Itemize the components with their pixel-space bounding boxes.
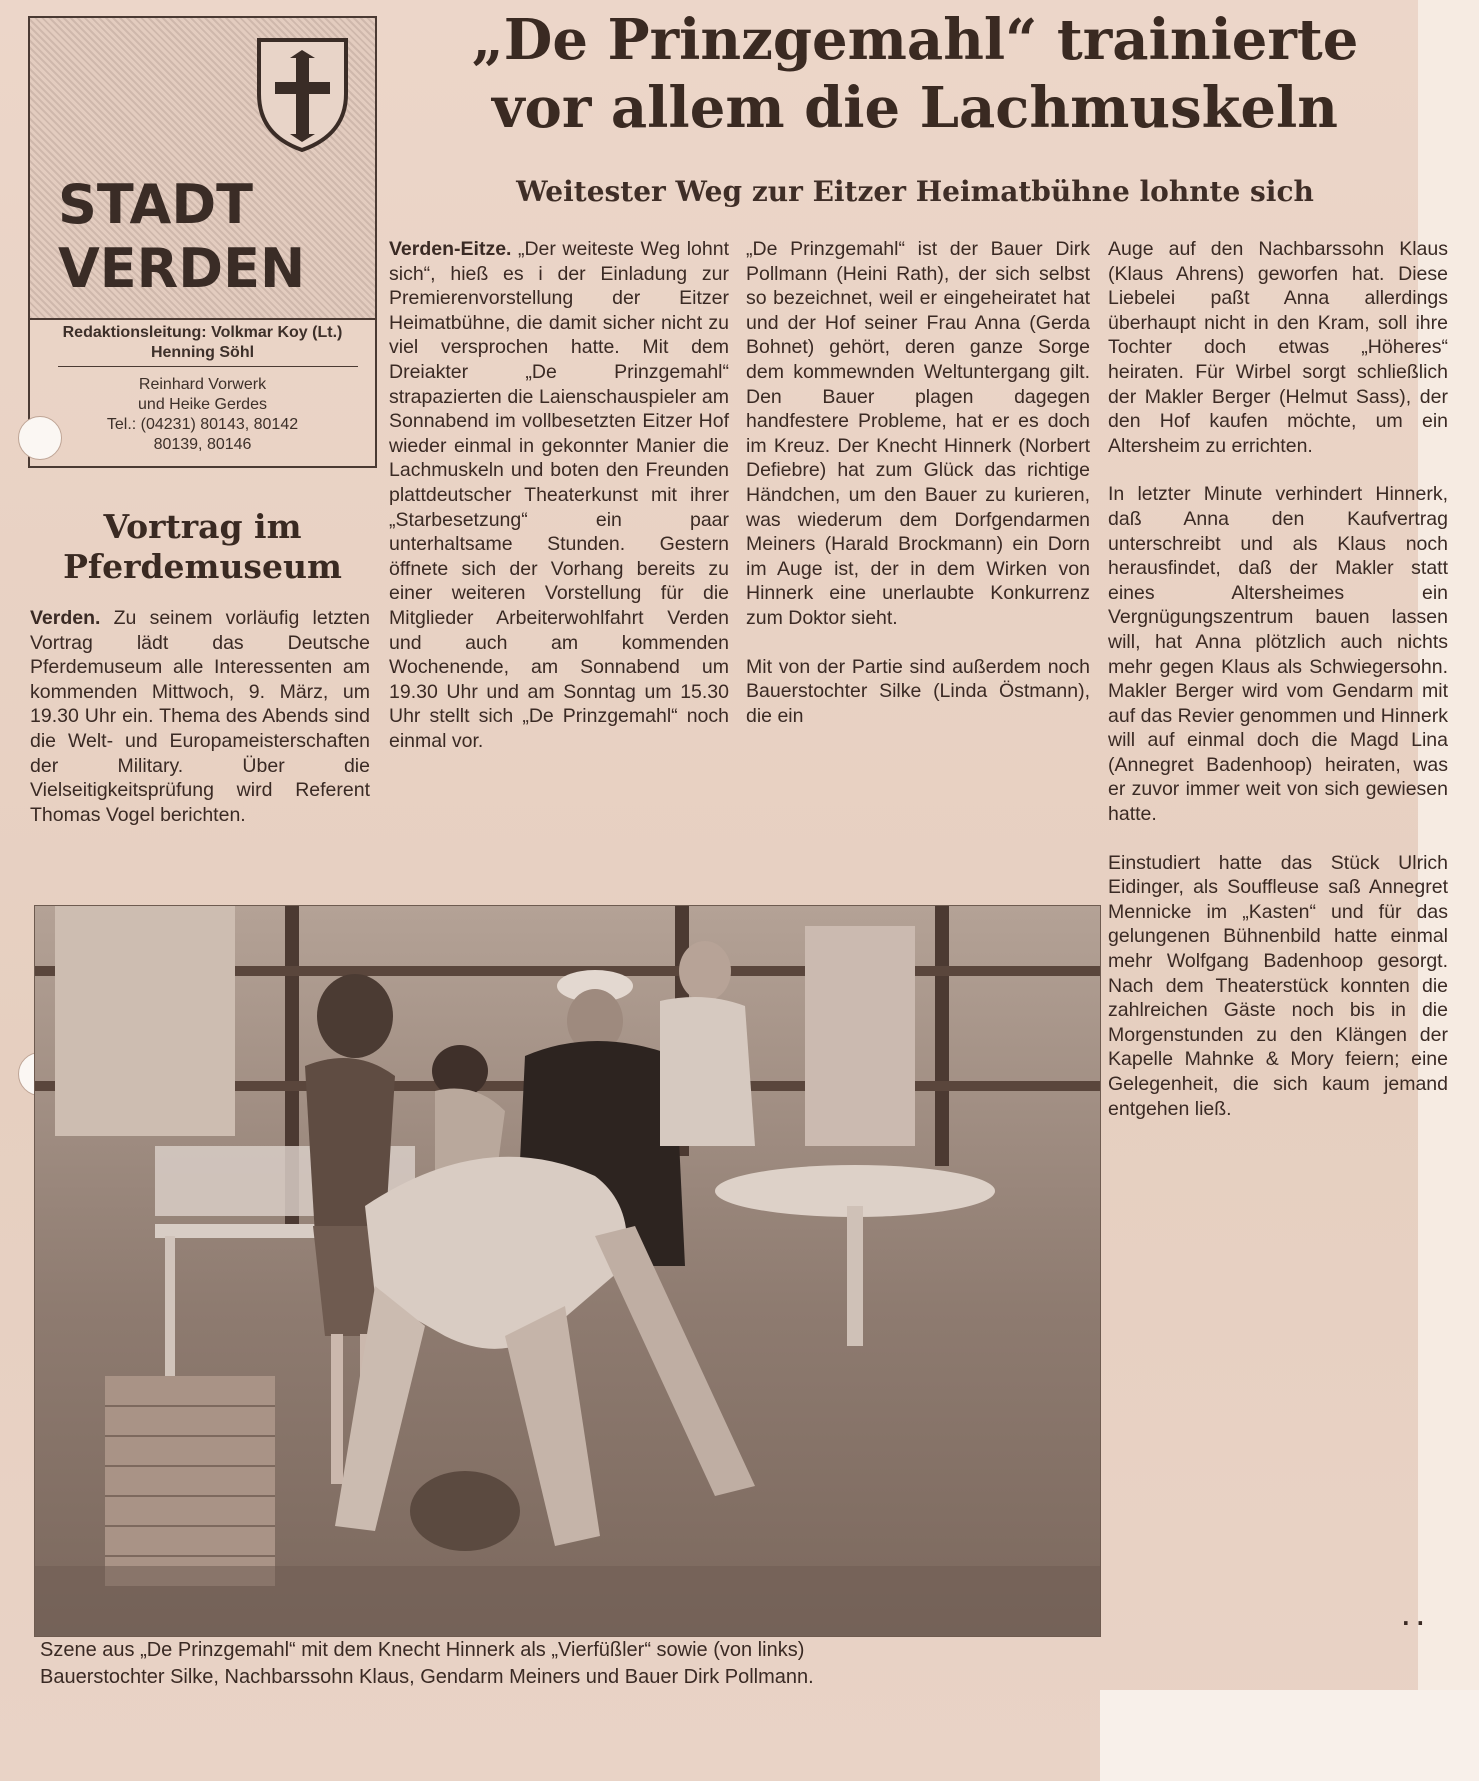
photo-drawing: [35, 906, 1100, 1636]
masthead-title-line1: STADT: [58, 173, 253, 236]
phone-line-2: 80139, 80146: [153, 436, 252, 453]
masthead-header: [30, 18, 375, 320]
theater-scene-photo: [34, 905, 1101, 1637]
masthead-divider: [58, 366, 358, 367]
side-article-lead: Verden.: [30, 607, 101, 629]
masthead-title-line2: VERDEN: [58, 237, 306, 300]
subheadline: Weitester Weg zur Eitzer Heimatbühne lohnte sich: [516, 175, 1314, 208]
staff-line-2: und Heike Gerdes: [138, 396, 267, 413]
article-column-3: [1108, 237, 1448, 1145]
punch-hole: [18, 416, 62, 460]
article-column-2: [746, 237, 1090, 752]
coat-of-arms-icon: [255, 36, 350, 154]
end-mark-icon: · ·: [1402, 1611, 1425, 1635]
headline: [400, 6, 1430, 142]
article-column-2-paragraph-2: Mit von der Partie sind außerdem noch Bauerstochter Silke (Linda Östmann), die ein: [746, 655, 1090, 727]
side-article-body: [30, 606, 370, 851]
photo-caption: [40, 1637, 1100, 1691]
editor-line: Redaktionsleitung: Volkmar Koy (Lt.): [62, 324, 343, 341]
masthead-contact: [30, 323, 375, 455]
headline-line1: „De Prinzgemahl“ trainierte: [471, 7, 1359, 73]
article-column-1: [389, 237, 729, 777]
photo-caption-line1: Szene aus „De Prinzgemahl“ mit dem Knecht Hinnerk als „Vierfüßler“ sowie (von links): [40, 1639, 805, 1661]
article-column-1-text: „Der weiteste Weg lohnt sich“, hieß es i der Einladung zur Premierenvorstellung der Eitzer Heimatbühne, die damit sicher nicht zu viel versprochen hatte. Mit dem Dreiakter „De Prinzgemahl“ strapazierten die Laienschauspieler am Sonnabend im vollbesetzten Eitzer Hof wieder einmal in gekonnter Manier die Lachmuskeln und boten den Freunden plattdeutscher Theaterkunst mit ihrer „Starbesetzung“ ein paar unterhaltsame Stunden. Gestern öffnete sich der Vorhang bereits zu einer weiteren Vorstellung für die Mitglieder Arbeiterwohlfahrt Verden und auch am kommenden Wochenende, am Sonnabend um 19.30 Uhr und am Sonntag um 15.30 Uhr stellt sich „De Prinzgemahl“ noch einmal vor.: [389, 238, 729, 752]
side-article-title: Vortrag im Pferdemuseum: [63, 507, 342, 586]
article-column-3-paragraph-1: Auge auf den Nachbarssohn Klaus (Klaus Ahrens) geworfen hat. Diese Liebelei paßt Anna allerdings überhaupt nicht in den Kram, soll ihre Tochter doch etwas „Höheres“ heiraten. Für Wirbel sorgt schließlich der Makler Berger (Helmut Sass), der den Hof kaufen möchte, um ein Altersheim zu errichten.: [1108, 238, 1448, 457]
side-article-text: Zu seinem vorläufig letzten Vortrag lädt das Deutsche Pferdemuseum alle Interessenten am kommenden Mittwoch, 9. März, um 19.30 Uhr ein. Thema des Abends sind die Welt- und Europameisterschaften der Military. Über die Vielseitigkeitsprüfung wird Referent Thomas Vogel berichten.: [30, 607, 370, 826]
staff-line-1: Reinhard Vorwerk: [138, 376, 267, 393]
photo-caption-line2: Bauerstochter Silke, Nachbarssohn Klaus, Gendarm Meiners und Bauer Dirk Pollmann.: [40, 1666, 814, 1688]
article-dateline: Verden-Eitze.: [389, 238, 512, 260]
phone-line-1: Tel.: (04231) 80143, 80142: [106, 416, 299, 433]
article-column-2-paragraph-1: „De Prinzgemahl“ ist der Bauer Dirk Pollmann (Heini Rath), der sich selbst so bezeichnet, weil er eingeheiratet hat und der Hof seiner Frau Anna (Gerda Bohnet) gehört, deren ganze Sorge dem kommewnden Weltuntergang gilt. Den Bauer plagen dagegen handfestere Probleme, hat er es doch im Kreuz. Der Knecht Hinnerk (Norbert Defiebre) hat zum Glück das richtige Händchen, um den Bauer zu kurieren, was wiederum dem Dorfgendarmen Meiners (Harald Brockmann) ein Dorn im Auge ist, der in dem Wirken von Hinnerk eine unerlaubte Konkurrenz zum Doktor sieht.: [746, 238, 1090, 629]
headline-line2: vor allem die Lachmuskeln: [491, 75, 1339, 141]
masthead-title: [58, 173, 358, 301]
article-column-3-paragraph-3: Einstudiert hatte das Stück Ulrich Eidinger, als Souffleuse saß Annegret Mennicke im „Kasten“ und für das gelungenen Bühnenbild hatte einmal mehr Wolfgang Badenhoop gesorgt. Nach dem Theaterstück konnten die zahlreichen Gäste noch bis in die Morgenstunden zu den Klängen der Kapelle Mahnke & Mory feiern; eine Gelegenheit, die sich kaum jemand entgehen ließ.: [1108, 851, 1448, 1120]
editor-line-2: Henning Söhl: [150, 344, 255, 361]
article-column-3-paragraph-2: In letzter Minute verhindert Hinnerk, daß Anna den Kaufvertrag unterschreibt und als Klaus noch herausfindet, daß der Makler statt eines Altersheimes ein Vergnügungszentrum bauen lassen will, hat Anna plötzlich auch nichts mehr gegen Klaus als Schwiegersohn. Makler Berger wird vom Gendarm mit auf das Revier genommen und Hinnerk will auf einmal doch die Magd Lina (Annegret Badenhoop) heiraten, was er zuvor immer weit von sich gewiesen hatte.: [1108, 483, 1448, 826]
page-corner: [1100, 1690, 1479, 1781]
masthead-box: [28, 16, 377, 468]
